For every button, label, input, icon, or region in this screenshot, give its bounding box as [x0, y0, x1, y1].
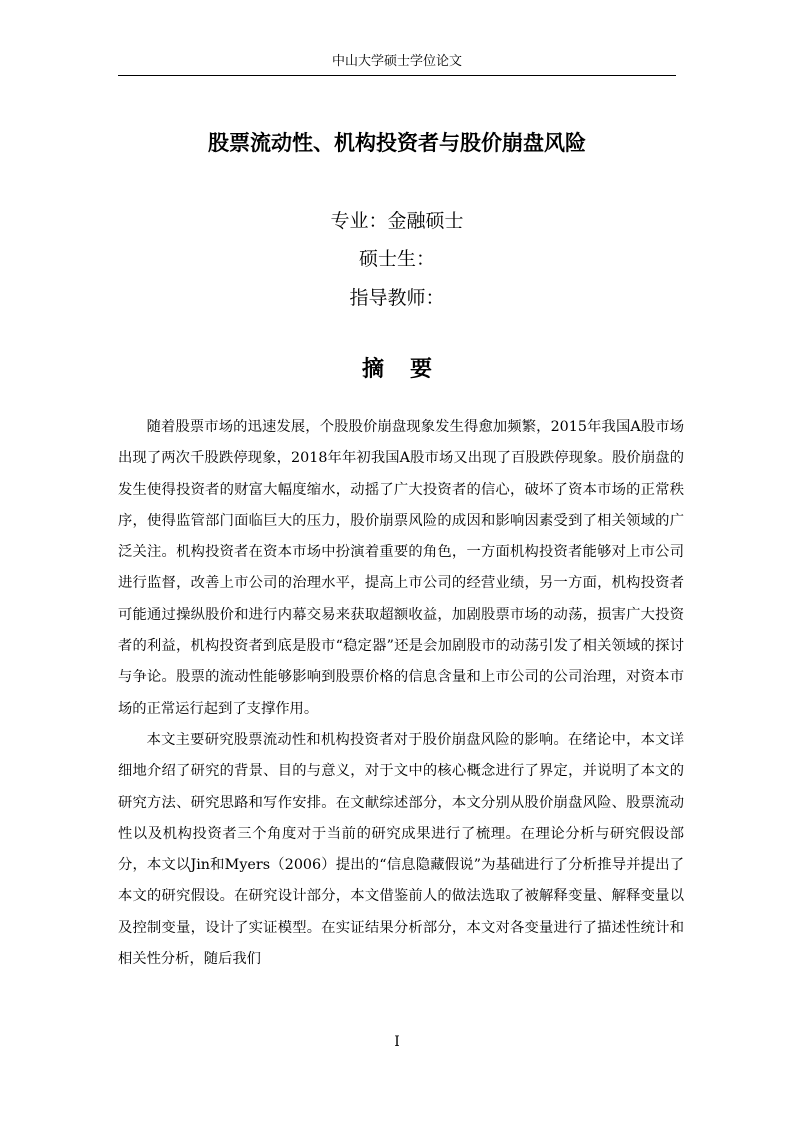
- running-header: 中山大学硕士学位论文: [331, 54, 462, 69]
- header-rule: [118, 75, 676, 76]
- abstract-paragraph-2: 本文主要研究股票流动性和机构投资者对于股价崩盘风险的影响。在绪论中，本文详细地介绍了研究的背景、目的与意义，对于文中的核心概念进行了界定，并说明了本文的研究方法、研究思路和写作安排。在文献综述部分，本文分别从股价崩盘风险、股票流动性以及机构投资者三个角度对于当前的研究成果进行了梳理。在理论分析与研究假设部分，本文以Jin和Myers（2006）提出的“信息隐藏假说”为基础进行了分析推导并提出了本文的研究假设。在研究设计部分，本文借鉴前人的做法选取了被解释变量、解释变量以及控制变量，设计了实证模型。在实证结果分析部分，本文对各变量进行了描述性统计和相关性分析，随后我们: [118, 731, 684, 968]
- abstract-heading: 摘要: [361, 357, 458, 382]
- abstract-body: [118, 412, 684, 975]
- major-line: 专业：金融硕士: [330, 210, 464, 232]
- abstract-paragraph-1: 随着股票市场的迅速发展，个股股价崩盘现象发生得愈加频繁，2015年我国A股市场出现了两次千股跌停现象，2018年年初我国A股市场又出现了百股跌停现象。股价崩盘的发生使得投资者的财富大幅度缩水，动摇了广大投资者的信心，破坏了资本市场的正常秩序，使得监管部门面临巨大的压力，股价崩票风险的成因和影响因素受到了相关领域的广泛关注。机构投资者在资本市场中扮演着重要的角色，一方面机构投资者能够对上市公司进行监督，改善上市公司的治理水平，提高上市公司的经营业绩，另一方面，机构投资者可能通过操纵股价和进行内幕交易来获取超额收益，加剧股票市场的动荡，损害广大投资者的利益，机构投资者到底是股市“稳定器”还是会加剧股市的动荡引发了相关领域的探讨与争论。股票的流动性能够影响到股票价格的信息含量和上市公司的公司治理，对资本市场的正常运行起到了支撑作用。: [118, 419, 684, 717]
- page-number: I: [394, 1034, 400, 1050]
- student-line: 硕士生：: [358, 248, 435, 270]
- thesis-title: 股票流动性、机构投资者与股价崩盘风险: [208, 131, 586, 155]
- advisor-line: 指导教师：: [349, 287, 445, 309]
